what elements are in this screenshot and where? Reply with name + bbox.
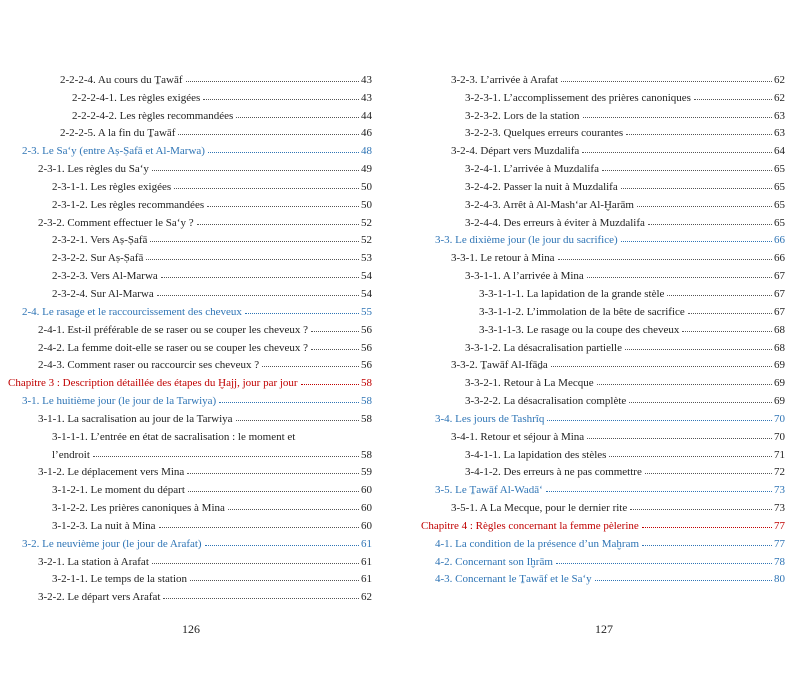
dot-leader xyxy=(188,491,359,492)
toc-entry-title: 2-2-2-5. A la fin du Ṯawāf xyxy=(60,127,176,140)
toc-section xyxy=(421,550,785,568)
toc-entry-page: 49 xyxy=(361,163,372,176)
toc-entry xyxy=(8,514,372,532)
toc-entry xyxy=(8,585,372,603)
toc-entry xyxy=(8,568,372,586)
dot-leader xyxy=(642,545,772,546)
dot-leader xyxy=(178,134,359,135)
toc-entry-page: 77 xyxy=(774,519,785,532)
toc-right-page xyxy=(421,68,785,585)
toc-entry-title: 3-2-1-1. Le temps de la station xyxy=(52,573,188,586)
dot-leader xyxy=(187,473,359,474)
toc-entry-title: 2-4. Le rasage et le raccourcissement des cheveux xyxy=(22,305,242,318)
toc-entry xyxy=(421,157,785,175)
toc-entry-title: 2-3-2-1. Vers Aṣ-Ṣafā xyxy=(52,234,148,247)
toc-entry xyxy=(8,211,372,229)
dot-leader xyxy=(645,473,772,474)
toc-entry-title: 3-2-2. Le départ vers Arafat xyxy=(38,591,161,604)
dot-leader xyxy=(602,170,772,171)
toc-entry-page: 65 xyxy=(774,216,785,229)
toc-entry-page: 65 xyxy=(774,180,785,193)
toc-entry xyxy=(421,175,785,193)
dot-leader xyxy=(551,366,772,367)
toc-entry xyxy=(8,86,372,104)
toc-entry-title: 3-1. Le huitième jour (le jour de la Tarwiya) xyxy=(22,395,217,408)
toc-entry-title: 3-1-1-1. L’entrée en état de sacralisation : le moment et xyxy=(52,430,296,443)
toc-entry-title: 3-3-1-1-2. L’immolation de la bête de sacrifice xyxy=(479,305,685,318)
toc-entry-title: 3-5. Le Ṯawāf Al-Wadā‘ xyxy=(435,484,543,497)
toc-entry-title: 3-2. Le neuvième jour (le jour de Arafat) xyxy=(22,537,202,550)
toc-entry-title: 2-4-2. La femme doit-elle se raser ou se couper les cheveux ? xyxy=(38,341,308,354)
page-number-right: 127 xyxy=(595,622,613,636)
toc-entry-title: 2-4-3. Comment raser ou raccourcir ses cheveux ? xyxy=(38,359,260,372)
toc-entry-page: 63 xyxy=(774,109,785,122)
toc-section xyxy=(8,389,372,407)
dot-leader xyxy=(219,402,359,403)
toc-entry-title: 3-2-4-2. Passer la nuit à Muzdalifa xyxy=(465,180,618,193)
toc-entry xyxy=(8,478,372,496)
toc-entry xyxy=(8,264,372,282)
toc-entry-title: 3-2-4-3. Arrêt à Al-Mash‘ar Al-Ḫarām xyxy=(465,198,634,211)
toc-entry xyxy=(421,461,785,479)
dot-leader xyxy=(546,491,772,492)
dot-leader xyxy=(609,456,772,457)
toc-entry-page: 61 xyxy=(361,573,372,586)
dot-leader xyxy=(203,99,359,100)
toc-entry-page: 70 xyxy=(774,412,785,425)
toc-entry-page: 71 xyxy=(774,448,785,461)
toc-entry xyxy=(421,336,785,354)
toc-entry-page: 62 xyxy=(774,91,785,104)
dot-leader xyxy=(152,563,359,564)
toc-entry-title: 2-2-2-4. Au cours du Ṯawāf xyxy=(60,73,183,86)
toc-entry-title: 2-2-2-4-2. Les règles recommandées xyxy=(72,109,234,122)
toc-section xyxy=(8,139,372,157)
dot-leader xyxy=(621,188,772,189)
toc-entry xyxy=(8,354,372,372)
toc-entry xyxy=(8,336,372,354)
toc-entry-title: 3-1-2-2. Les prières canoniques à Mina xyxy=(52,502,225,515)
toc-entry xyxy=(421,193,785,211)
toc-entry xyxy=(421,443,785,461)
toc-entry-page: 50 xyxy=(361,180,372,193)
toc-entry xyxy=(8,68,372,86)
toc-entry xyxy=(421,246,785,264)
toc-entry-title: Chapitre 3 : Description détaillée des étapes du Ḫajj, jour par jour xyxy=(8,377,298,390)
dot-leader xyxy=(561,81,772,82)
toc-entry-page: 62 xyxy=(774,73,785,86)
dot-leader xyxy=(150,241,359,242)
dot-leader xyxy=(583,117,772,118)
toc-entry-page: 66 xyxy=(774,252,785,265)
toc-entry xyxy=(8,407,372,425)
toc-entry-page: 77 xyxy=(774,537,785,550)
toc-entry-title: 3-3-1-2. La désacralisation partielle xyxy=(465,341,622,354)
toc-entry-title: 4-3. Concernant le Ṯawāf et le Sa‘y xyxy=(435,573,592,586)
toc-entry-title: 3-4-1-1. La lapidation des stèles xyxy=(465,448,607,461)
toc-entry-page: 64 xyxy=(774,145,785,158)
toc-entry-title: 3-2-3. L’arrivée à Arafat xyxy=(451,73,559,86)
toc-entry xyxy=(8,104,372,122)
toc-entry-title: 2-3-2-3. Vers Al-Marwa xyxy=(52,270,158,283)
toc-entry xyxy=(8,175,372,193)
dot-leader xyxy=(630,509,772,510)
page-number-left: 126 xyxy=(182,622,200,636)
dot-leader xyxy=(190,580,359,581)
toc-entry-title: 3-4-1-2. Des erreurs à ne pas commettre xyxy=(465,466,642,479)
dot-leader xyxy=(197,224,359,225)
toc-entry-page: 43 xyxy=(361,73,372,86)
dot-leader xyxy=(688,313,772,314)
toc-entry-page: 66 xyxy=(774,234,785,247)
dot-leader xyxy=(587,277,772,278)
toc-entry-page: 67 xyxy=(774,305,785,318)
toc-entry-title: 3-2-4-1. L’arrivée à Muzdalifa xyxy=(465,163,599,176)
toc-section xyxy=(421,478,785,496)
toc-entry-title: 3-3-1-1-3. Le rasage ou la coupe des cheveux xyxy=(479,323,680,336)
toc-entry-title: 3-5-1. A La Mecque, pour le dernier rite xyxy=(451,502,628,515)
toc-entry-title: 3-2-3-1. L’accomplissement des prières canoniques xyxy=(465,91,691,104)
toc-entry xyxy=(421,122,785,140)
dot-leader xyxy=(311,349,359,350)
toc-entry-title: 3-2-3-2. Lors de la station xyxy=(465,109,580,122)
toc-entry-title: 3-1-1. La sacralisation au jour de la Tarwiya xyxy=(38,412,233,425)
toc-section xyxy=(421,407,785,425)
toc-entry-title: 3-3-2-2. La désacralisation complète xyxy=(465,395,627,408)
toc-entry-page: 44 xyxy=(361,109,372,122)
toc-entry xyxy=(421,300,785,318)
toc-entry-title: 2-3-1. Les règles du Sa‘y xyxy=(38,163,149,176)
toc-entry-title: 2-3-2-4. Sur Al-Marwa xyxy=(52,287,154,300)
toc-entry xyxy=(421,211,785,229)
toc-entry-title: 2-3-1-2. Les règles recommandées xyxy=(52,198,205,211)
toc-entry-title: 2-3-1-1. Les règles exigées xyxy=(52,180,172,193)
dot-leader xyxy=(93,456,359,457)
toc-entry xyxy=(8,246,372,264)
dot-leader xyxy=(642,527,772,528)
dot-leader xyxy=(637,206,772,207)
dot-leader xyxy=(311,331,359,332)
toc-entry-page: 58 xyxy=(361,377,372,390)
toc-entry-page: 59 xyxy=(361,466,372,479)
toc-entry-page: 70 xyxy=(774,430,785,443)
toc-entry-page: 68 xyxy=(774,323,785,336)
toc-entry-page: 54 xyxy=(361,287,372,300)
dot-leader xyxy=(205,545,359,546)
dot-leader xyxy=(157,295,359,296)
toc-entry-page: 43 xyxy=(361,91,372,104)
toc-entry-page: 52 xyxy=(361,234,372,247)
toc-entry-title: 3-2-4-4. Des erreurs à éviter à Muzdalifa xyxy=(465,216,645,229)
toc-entry-title: 3-3-2-1. Retour à La Mecque xyxy=(465,377,594,390)
toc-section xyxy=(8,300,372,318)
toc-entry xyxy=(421,389,785,407)
toc-chapter xyxy=(421,514,785,532)
toc-entry-title: 3-3-1-1. A l’arrivée à Mina xyxy=(465,270,584,283)
dot-leader xyxy=(163,598,359,599)
toc-entry-title: 2-4-1. Est-il préférable de se raser ou se couper les cheveux ? xyxy=(38,323,308,336)
dot-leader xyxy=(207,206,359,207)
toc-entry xyxy=(8,157,372,175)
toc-entry xyxy=(421,354,785,372)
toc-entry-page: 69 xyxy=(774,395,785,408)
toc-entry-page: 56 xyxy=(361,323,372,336)
toc-entry-page: 56 xyxy=(361,359,372,372)
dot-leader xyxy=(146,259,359,260)
dot-leader xyxy=(629,402,772,403)
toc-entry xyxy=(421,68,785,86)
dot-leader xyxy=(582,152,772,153)
toc-chapter xyxy=(8,371,372,389)
toc-entry-title: 3-3-1-1-1. La lapidation de la grande stèle xyxy=(479,287,665,300)
toc-entry-page: 65 xyxy=(774,198,785,211)
toc-entry-title-continued: l’endroit xyxy=(52,448,90,461)
toc-entry-page: 69 xyxy=(774,377,785,390)
toc-entry-title: 2-2-2-4-1. Les règles exigées xyxy=(72,91,201,104)
toc-entry-page: 73 xyxy=(774,484,785,497)
dot-leader xyxy=(682,331,772,332)
dot-leader xyxy=(236,117,359,118)
toc-entry-page: 63 xyxy=(774,127,785,140)
toc-entry-title: Chapitre 4 : Règles concernant la femme pèlerine xyxy=(421,519,639,532)
dot-leader xyxy=(208,152,359,153)
dot-leader xyxy=(667,295,772,296)
toc-entry-page: 55 xyxy=(361,305,372,318)
toc-entry xyxy=(8,318,372,336)
dot-leader xyxy=(228,509,359,510)
toc-entry-page: 61 xyxy=(361,537,372,550)
toc-entry-title: 3-1-2. Le déplacement vers Mina xyxy=(38,466,185,479)
toc-section xyxy=(8,532,372,550)
toc-entry xyxy=(8,550,372,568)
toc-entry-page: 60 xyxy=(361,502,372,515)
toc-entry-title: 4-2. Concernant son Iḫrām xyxy=(435,555,553,568)
dot-leader xyxy=(152,170,359,171)
toc-entry-page: 60 xyxy=(361,519,372,532)
toc-entry-page: 60 xyxy=(361,484,372,497)
toc-left-page xyxy=(8,68,372,603)
dot-leader xyxy=(159,527,359,528)
toc-section xyxy=(421,568,785,586)
toc-entry xyxy=(8,193,372,211)
toc-entry-title: 3-3. Le dixième jour (le jour du sacrifice) xyxy=(435,234,618,247)
toc-entry xyxy=(8,122,372,140)
toc-entry-page: 54 xyxy=(361,270,372,283)
toc-section xyxy=(421,229,785,247)
toc-entry xyxy=(8,282,372,300)
toc-entry-page: 58 xyxy=(361,412,372,425)
dot-leader xyxy=(648,224,772,225)
toc-entry xyxy=(421,371,785,389)
dot-leader xyxy=(236,420,359,421)
toc-entry xyxy=(421,282,785,300)
dot-leader xyxy=(626,134,772,135)
dot-leader xyxy=(597,384,772,385)
toc-entry-page: 58 xyxy=(361,448,372,461)
toc-entry-page: 78 xyxy=(774,555,785,568)
toc-entry xyxy=(421,496,785,514)
toc-entry-page: 53 xyxy=(361,252,372,265)
dot-leader xyxy=(186,81,360,82)
toc-entry xyxy=(421,139,785,157)
toc-entry xyxy=(8,461,372,479)
toc-entry-page: 67 xyxy=(774,270,785,283)
dot-leader xyxy=(262,366,359,367)
toc-entry xyxy=(421,264,785,282)
toc-entry-title: 3-3-1. Le retour à Mina xyxy=(451,252,555,265)
toc-entry-title: 3-3-2. Ṯawāf Al-Ifāḏa xyxy=(451,359,548,372)
dot-leader xyxy=(245,313,359,314)
toc-entry-title: 2-3. Le Sa‘y (entre Aṣ-Ṣafā et Al-Marwa) xyxy=(22,145,205,158)
toc-entry-page: 58 xyxy=(361,395,372,408)
toc-entry-title: 2-3-2. Comment effectuer le Sa‘y ? xyxy=(38,216,194,229)
dot-leader xyxy=(556,563,772,564)
toc-entry xyxy=(421,86,785,104)
toc-entry-page: 80 xyxy=(774,573,785,586)
toc-entry xyxy=(8,229,372,247)
dot-leader xyxy=(161,277,359,278)
toc-entry-title: 3-2-2-3. Quelques erreurs courantes xyxy=(465,127,624,140)
dot-leader xyxy=(301,384,359,385)
toc-entry-page: 73 xyxy=(774,502,785,515)
toc-entry xyxy=(421,104,785,122)
toc-entry-page: 50 xyxy=(361,198,372,211)
toc-entry-page: 56 xyxy=(361,341,372,354)
dot-leader xyxy=(694,99,772,100)
dot-leader xyxy=(595,580,772,581)
toc-entry-page: 65 xyxy=(774,163,785,176)
toc-entry-title: 3-4. Les jours de Tashrîq xyxy=(435,412,545,425)
toc-entry-title: 4-1. La condition de la présence d’un Maḫram xyxy=(435,537,640,550)
toc-section xyxy=(421,532,785,550)
toc-entry-page: 69 xyxy=(774,359,785,372)
toc-entry-title: 3-4-1. Retour et séjour à Mina xyxy=(451,430,585,443)
toc-entry-page: 52 xyxy=(361,216,372,229)
toc-entry-page: 72 xyxy=(774,466,785,479)
dot-leader xyxy=(621,241,772,242)
dot-leader xyxy=(587,438,772,439)
toc-entry-page: 61 xyxy=(361,555,372,568)
toc-entry-title: 2-3-2-2. Sur Aṣ-Ṣafā xyxy=(52,252,144,265)
toc-entry xyxy=(8,496,372,514)
dot-leader xyxy=(547,420,772,421)
toc-entry-title: 3-2-4. Départ vers Muzdalifa xyxy=(451,145,580,158)
toc-entry-title: 3-2-1. La station à Arafat xyxy=(38,555,149,568)
toc-entry-title: 3-1-2-3. La nuit à Mina xyxy=(52,519,156,532)
toc-entry-page: 68 xyxy=(774,341,785,354)
toc-entry-page: 67 xyxy=(774,287,785,300)
dot-leader xyxy=(174,188,359,189)
toc-entry-page: 62 xyxy=(361,591,372,604)
dot-leader xyxy=(625,349,772,350)
toc-entry-title: 3-1-2-1. Le moment du départ xyxy=(52,484,185,497)
toc-entry xyxy=(421,318,785,336)
toc-entry xyxy=(421,425,785,443)
toc-entry-page: 48 xyxy=(361,145,372,158)
toc-entry-page: 46 xyxy=(361,127,372,140)
toc-entry xyxy=(8,425,372,461)
dot-leader xyxy=(558,259,772,260)
